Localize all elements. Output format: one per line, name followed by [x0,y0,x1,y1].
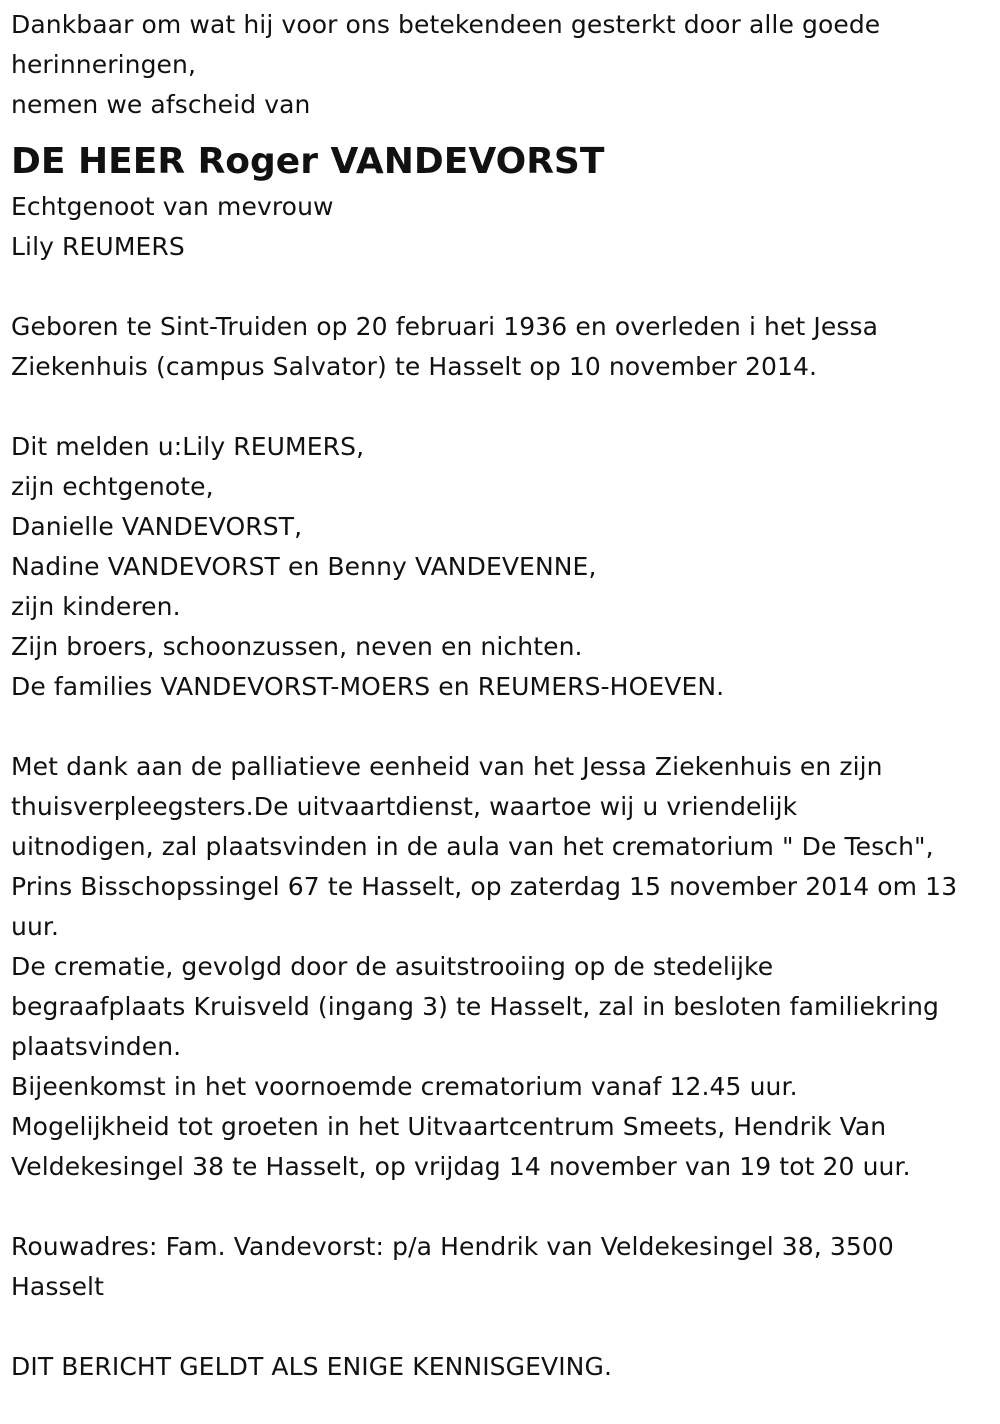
spacer [11,1307,1000,1347]
family-section [11,427,1000,707]
family-line: De families VANDEVORST-MOERS en REUMERS-HOEVEN. [11,672,725,701]
family-line: Danielle VANDEVORST, [11,512,303,541]
deceased-name-heading: DE HEER Roger VANDEVORST [11,141,605,182]
service-line: begraafplaats Kruisveld (ingang 3) te Hasselt, zal in besloten familiekring [11,992,939,1021]
service-line: plaatsvinden. [11,1032,182,1061]
family-line: Nadine VANDEVORST en Benny VANDEVENNE, [11,552,597,581]
service-line: Mogelijkheid tot groeten in het Uitvaartcentrum Smeets, Hendrik Van [11,1112,887,1141]
intro-line: nemen we afscheid van [11,90,311,119]
service-line: uur. [11,912,60,941]
service-line: uitnodigen, zal plaatsvinden in de aula van het crematorium " De Tesch", [11,832,934,861]
service-line: Prins Bisschopssingel 67 te Hasselt, op zaterdag 15 november 2014 om 13 [11,872,958,901]
intro-section [11,5,1000,125]
spouse-line: Echtgenoot van mevrouw [11,192,334,221]
service-section [11,747,1000,1187]
family-line: zijn echtgenote, [11,472,214,501]
spacer [11,1187,1000,1227]
family-line: Zijn broers, schoonzussen, neven en nichten. [11,632,583,661]
service-line: De crematie, gevolgd door de asuitstrooiing op de stedelijke [11,952,774,981]
spacer [11,267,1000,307]
family-line: zijn kinderen. [11,592,181,621]
service-line: Veldekesingel 38 te Hasselt, op vrijdag 14 november van 19 tot 20 uur. [11,1152,911,1181]
birth-death-line: Geboren te Sint-Truiden op 20 februari 1936 en overleden i het Jessa [11,312,879,341]
service-line: thuisverpleegsters.De uitvaartdienst, waartoe wij u vriendelijk [11,792,798,821]
spacer [11,387,1000,427]
address-line: Hasselt [11,1272,104,1301]
family-line: Dit melden u:Lily REUMERS, [11,432,365,461]
address-line: Rouwadres: Fam. Vandevorst: p/a Hendrik van Veldekesingel 38, 3500 [11,1232,894,1261]
address-section [11,1227,1000,1307]
intro-line: Dankbaar om wat hij voor ons betekendeen gesterkt door alle goede [11,10,881,39]
birth-death-section [11,307,1000,387]
birth-death-line: Ziekenhuis (campus Salvator) te Hasselt op 10 november 2014. [11,352,818,381]
service-line: Met dank aan de palliatieve eenheid van het Jessa Ziekenhuis en zijn [11,752,883,781]
spacer [11,707,1000,747]
closing-notice: DIT BERICHT GELDT ALS ENIGE KENNISGEVING. [11,1352,612,1381]
service-line: Bijeenkomst in het voornoemde crematorium vanaf 12.45 uur. [11,1072,798,1101]
spouse-section [11,187,1000,267]
spouse-line: Lily REUMERS [11,232,185,261]
intro-line: herinneringen, [11,50,197,79]
